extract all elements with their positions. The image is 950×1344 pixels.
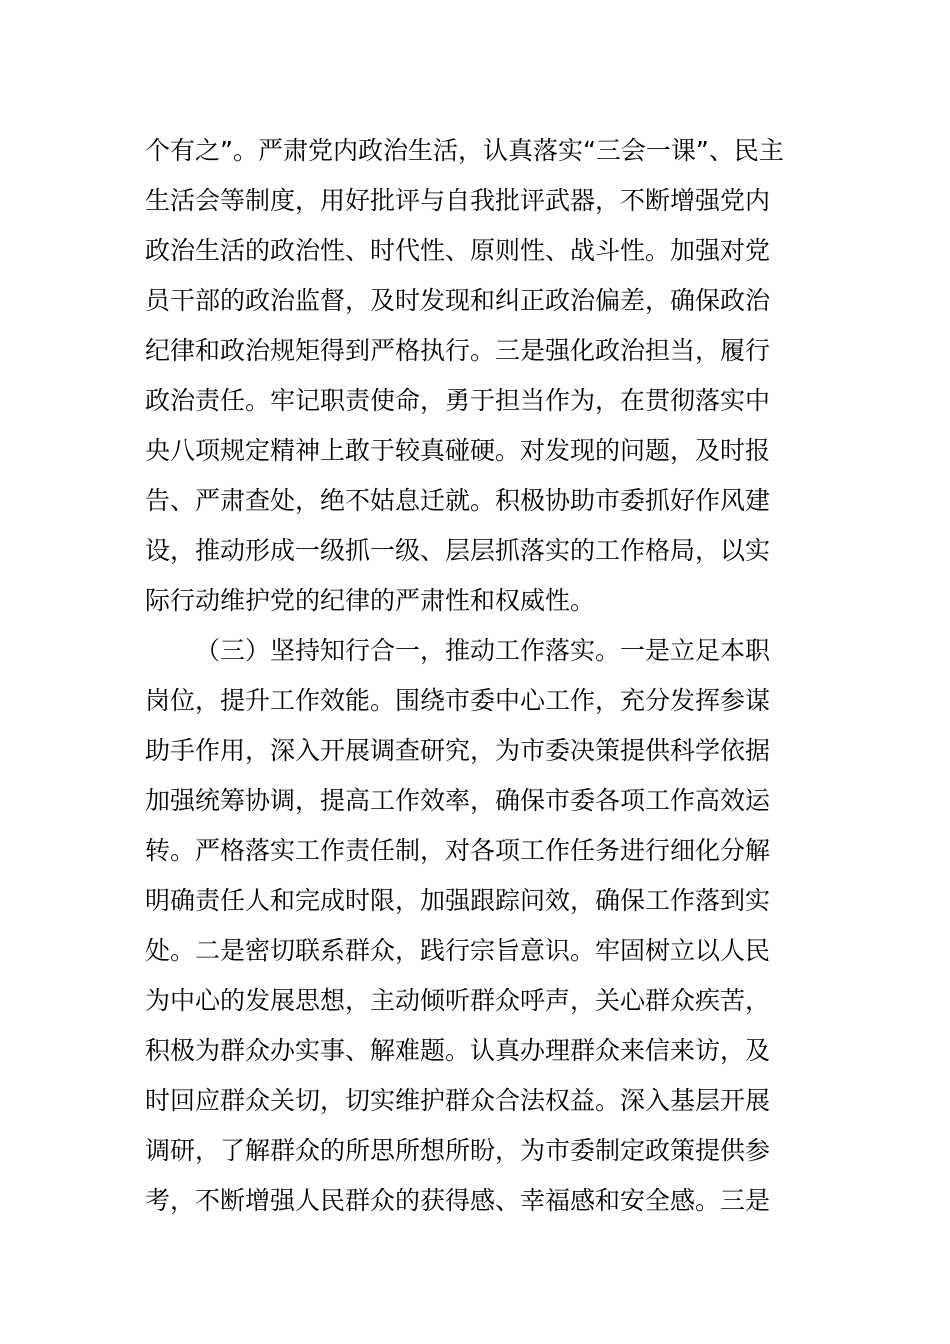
text-line: 政治生活的政治性、时代性、原则性、战斗性。加强对党 <box>145 236 771 265</box>
text-line: 际行动维护党的纪律的严肃性和权威性。 <box>145 586 596 615</box>
text-line: 个有之”。严肃党内政治生活，认真落实“三会一课”、民主 <box>145 136 784 165</box>
text-line: 设，推动形成一级抓一级、层层抓落实的工作格局，以实 <box>145 536 771 565</box>
text-line: 明确责任人和完成时限，加强跟踪问效，确保工作落到实 <box>145 886 771 915</box>
text-line: 积极为群众办实事、解难题。认真办理群众来信来访，及 <box>145 1036 771 1065</box>
text-line: 助手作用，深入开展调查研究，为市委决策提供科学依据 <box>145 736 771 765</box>
text-line: 告、严肃查处，绝不姑息迁就。积极协助市委抓好作风建 <box>145 486 771 515</box>
text-line: 加强统筹协调，提高工作效率，确保市委各项工作高效运 <box>145 786 771 815</box>
text-line: 为中心的发展思想，主动倾听群众呼声，关心群众疾苦， <box>145 986 771 1015</box>
section-heading-line: （三）坚持知行合一，推动工作落实。一是立足本职 <box>195 636 771 665</box>
text-line: 政治责任。牢记职责使命，勇于担当作为，在贯彻落实中 <box>145 386 771 415</box>
body-text <box>145 126 815 1226</box>
text-line: 生活会等制度，用好批评与自我批评武器，不断增强党内 <box>145 186 771 215</box>
text-line: 转。严格落实工作责任制，对各项工作任务进行细化分解 <box>145 836 771 865</box>
text-line: 央八项规定精神上敢于较真碰硬。对发现的问题，及时报 <box>145 436 771 465</box>
text-line: 员干部的政治监督，及时发现和纠正政治偏差，确保政治 <box>145 286 771 315</box>
text-line: 岗位，提升工作效能。围绕市委中心工作，充分发挥参谋 <box>145 686 771 715</box>
text-line: 考，不断增强人民群众的获得感、幸福感和安全感。三是 <box>145 1186 771 1215</box>
text-line: 调研，了解群众的所思所想所盼，为市委制定政策提供参 <box>145 1136 771 1165</box>
text-line: 时回应群众关切，切实维护群众合法权益。深入基层开展 <box>145 1086 771 1115</box>
text-line: 处。二是密切联系群众，践行宗旨意识。牢固树立以人民 <box>145 936 771 965</box>
text-line: 纪律和政治规矩得到严格执行。三是强化政治担当，履行 <box>145 336 771 365</box>
